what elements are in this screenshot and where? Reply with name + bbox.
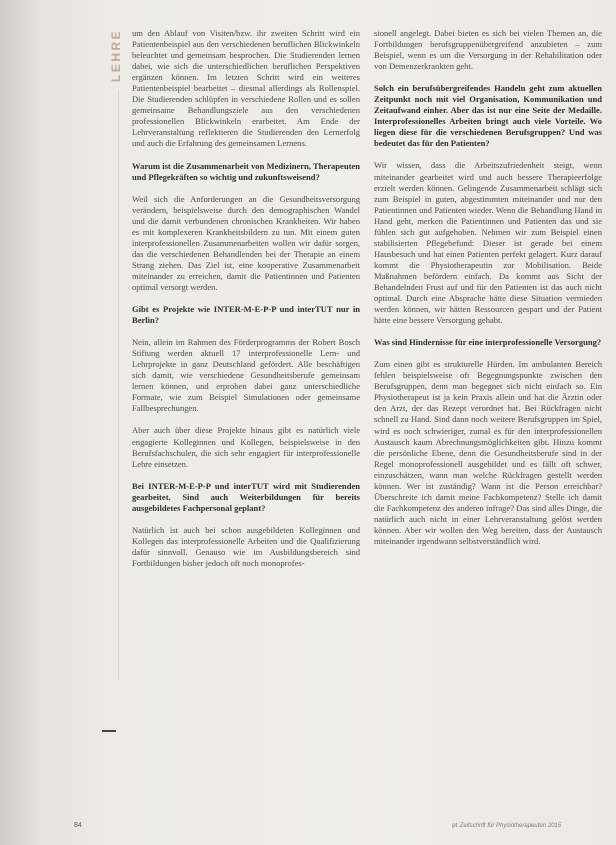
side-bottom-line (102, 730, 116, 732)
section-label (108, 22, 130, 92)
journal-mark: pt (452, 823, 458, 829)
body-paragraph: Weil sich die Anforderungen an die Gesundheitsversorgung verändern, beispielsweise durch den demographischen Wandel und die damit verbundenen chronischen Krankheiten. Wir haben es mit komplexeren Krankheitsbildern zu tun. Mit einem guten interprofessionellen Zusammenarbeiten wollen wir dafür sorgen, das die verschiedenen Behandlenden bei der Therapie an einem Strang ziehen. Das Ziel ist, eine kooperative Zusammenarbeit miteinander zu erreichen, damit die Patientinnen und Patienten optimal versorgt werden. (132, 193, 360, 292)
interview-question: Warum ist die Zusammenarbeit von Medizinern, Therapeuten und Pflegekräften so wichtig und zukunftsweisend? (132, 160, 360, 182)
journal-footer (452, 823, 561, 829)
interview-question: Bei INTER-M-E-P-P und interTUT wird mit Studierenden gearbeitet. Sind auch Weiterbildungen für bereits ausgebildetes Fachpersonal geplant? (132, 480, 360, 513)
body-paragraph: um den Ablauf von Visiten/bzw. ihr zweiten Schritt wird ein Patientenbeispiel aus den verschiedenen beruflichen Blickwinkeln beleuchtet und gemeinsam besprochen. Die Studierenden lernen dabei, wie sich die unterschiedlichen beruflichen Perspektiven ergänzen können. Im letzten Schritt wird ein weiteres Patientenbeispiel bearbeitet – diesmal allerdings als Rollenspiel. Die Studierenden schlüpfen in verschiedene Rollen und es sollen gemeinsame Behandlungsziele aus den verschiedenen professionellen Blickwinkeln erarbeitet. Am Ende der Lehrveranstaltung reflektieren die Studierenden den Lernerfolg und auch die Erfahrung des gemeinsamen Lernens. (132, 28, 360, 149)
body-paragraph: Wir wissen, dass die Arbeitszufriedenheit steigt, wenn miteinander gearbeitet wird und auch bessere Therapieerfolge erzielt werden können. Gelingende Zusammenarbeit schlägt sich zum Beispiel in guten, abgestimmten miteinander und nur den Patientinnen und Patienten wieder. Wenn die Behandlung Hand in Hand geht, merken die Patientinnen und Patienten das und sie fühlen sich gut aufgehoben. Nehmen wir zum Beispiel einen stabilisierten Pflegebefund: Dieser ist gerade bei einem Hausbesuch und hat einen Patienten perfekt gelagert. Kurz darauf kommt die Physiotherapeutin zur Mobilisation. Beide Maßnahmen befördern einfach. Da kommt aus Sicht der Behandelnden Frust auf und für den Patienten ist das auch nicht optimal. Durch eine Absprache hätte diese Situation vermieden werden können, wir hätten Ressourcen gespart und der Patient hätte eine bessere Versorgung gehabt. (374, 160, 602, 326)
interview-question: Gibt es Projekte wie INTER-M-E-P-P und interTUT nur in Berlin? (132, 304, 360, 326)
body-paragraph: Natürlich ist auch bei schon ausgebildeten Kolleginnen und Kollegen das interprofessionelle Arbeiten und die Qualifizierung dafür sinnvoll. Genauso wie im Ausbildungsbereich sind Fortbildungen bisher jedoch oft noch monoprofes- (132, 524, 360, 568)
right-column (374, 28, 602, 558)
journal-name: Zeitschrift für Physiotherapeuten (459, 823, 547, 829)
body-paragraph: sionell angelegt. Dabei bieten es sich bei vielen Themen an, die Fortbildungen berufsgruppenübergreifend anzubieten – zum Beispiel, wenn es um die Versorgung in der Rehabilitation oder von Demenzerkrankten geht. (374, 28, 602, 72)
body-paragraph: Nein, allein im Rahmen des Förderprogramms der Robert Bosch Stiftung werden aktuell 17 interprofessionelle Lern- und Lehrprojekte in ganz Deutschland gefördert. Alle beschäftigen sich damit, wie verschiedene Gesundheitsberufe gemeinsam lernen können, und erproben dabei ganz unterschiedliche Formate, wie zum Beispiel Simulationen oder gemeinsame Fallbesprechungen. (132, 337, 360, 414)
side-rule (118, 90, 119, 680)
interview-question: Was sind Hindernisse für eine interprofessionelle Versorgung? (374, 337, 602, 348)
page-number: 84 (74, 822, 82, 829)
body-paragraph: Aber auch über diese Projekte hinaus gibt es natürlich viele engagierte Kolleginnen und Kollegen, beispielsweise in den Berufsfachschulen, die sich sehr engagiert für interprofessionelle Lehre einsetzen. (132, 425, 360, 469)
section-label-text: LEHRE (109, 28, 123, 82)
left-column (132, 28, 360, 580)
journal-issue: 2015 (547, 823, 562, 829)
body-paragraph: Zum einen gibt es strukturelle Hürden. Im ambulanten Bereich fehlen beispielsweise oft Begegnungspunkte zwischen den Berufsgruppen, denn man begegnet sich nicht einfach so. Ein Physiotherapeut ist ja kein Praxis allein und hat die Ärztin oder den Arzt, der das Rezept verordnet hat. Bei Rückfragen nicht schnell zu Hand. Sind dann noch weitere Berufsgruppen im Spiel, wird es noch schwieriger, zumal es für den interprofessionellen Austausch kaum Abrechnungsmöglichkeiten gibt. Hinzu kommt die persönliche Ebene, denn die Gesundheitsberufe sind in der Regel monoprofessionell ausgebildet und es fällt oft schwer, einzuschätzen, wann man welche Rückfragen gestellt werden können. Wer ist zuständig? Wann ist die Person erreichbar? Überschreite ich damit meine Fachkompetenz? Stelle ich damit die Fachkompetenz des anderen infrage? Das sind alles Dinge, die natürlich auch nicht in einer Lehrveranstaltung gelöst werden können. Aber wir wollen den Weg bereiten, dass der Austausch miteinander irgendwann selbstverständlich wird. (374, 359, 602, 546)
interview-lead-question: Solch ein berufsübergreifendes Handeln geht zum aktuellen Zeitpunkt noch mit viel Organisation, Kommunikation und Zeitaufwand einher. Aber das ist nur eine Seite der Medaille. Interprofessionelles Arbeiten bringt auch viele Vorteile. Wo liegen diese für die verschiedenen Berufsgruppen? Und was bedeutet das für den Patienten? (374, 83, 602, 149)
